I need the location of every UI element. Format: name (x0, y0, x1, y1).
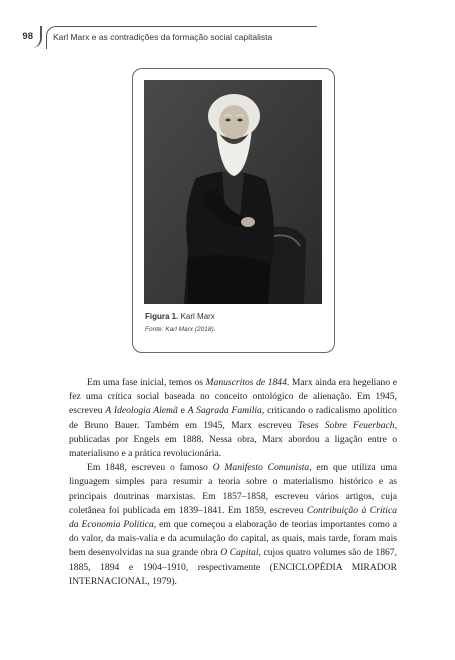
body-text (69, 376, 397, 589)
text-run: Em uma fase inicial, temos os (87, 377, 206, 388)
figure-frame (132, 68, 335, 353)
paragraph-1 (69, 376, 397, 461)
figure-source: Fonte: Karl Marx (2018). (145, 326, 216, 333)
figure-caption (145, 312, 215, 321)
running-title: Karl Marx e as contradições da formação social capitalista (53, 32, 273, 42)
text-run: . Marx ainda era hegeliano e fez uma crítica social baseada no conceito ontológico de alienação. Em 1945, escreveu (69, 377, 397, 417)
text-run: , criticando o radicalismo apolítico de Bruno Bauer. Também em 1945, Marx escreveu (69, 405, 397, 431)
caption-text: Karl Marx (180, 312, 215, 321)
portrait-illustration (144, 80, 322, 304)
text-run: , cujos quatro volumes são de 1867, 1885, 1894 e 1904–1910, respectivamente (ENCICLOPÉDIA MIRADOR INTERNACIONAL, 1979). (69, 547, 397, 587)
page-number-box (0, 26, 42, 48)
italic-title: Teses Sobre Feuerbach (298, 419, 395, 431)
italic-title: O Manifesto Comunista (212, 462, 310, 474)
caption-label: Figura 1. (145, 312, 179, 321)
text-run: e (177, 405, 188, 417)
page-number: 98 (22, 31, 33, 42)
running-header (0, 26, 455, 50)
portrait-photo (144, 80, 322, 304)
text-run: , em que utiliza uma linguagem simples para resumir a teoria sobre o materialismo histórico e as principais doutrinas marxistas. Em 1857–1858, escreveu vários artigos, cuja coletânea foi publicada em 1839–1841. Em 1859, escreveu (69, 462, 397, 516)
italic-title: A Ideologia Alemã (105, 405, 178, 417)
text-run: , em que começou a elaboração de teorias importantes como a do valor, da mais-valia e da acumulação do capital, as quais, mais tarde, foram mais bem desenvolvidas na sua grande obra (69, 519, 397, 559)
text-run: , publicadas por Engels em 1888. Nessa obra, Marx abordou a ligação entre o materialismo e a prática revolucionária. (69, 419, 397, 460)
text-run: Em 1848, escreveu o famoso (87, 462, 213, 474)
italic-title: Contribuição à Crítica da Economia Política (69, 504, 397, 531)
italic-title: O Capital (220, 547, 259, 559)
italic-title: Manuscritos de 1844 (205, 377, 287, 388)
italic-title: A Sagrada Família (187, 405, 262, 417)
paragraph-2 (69, 461, 397, 589)
